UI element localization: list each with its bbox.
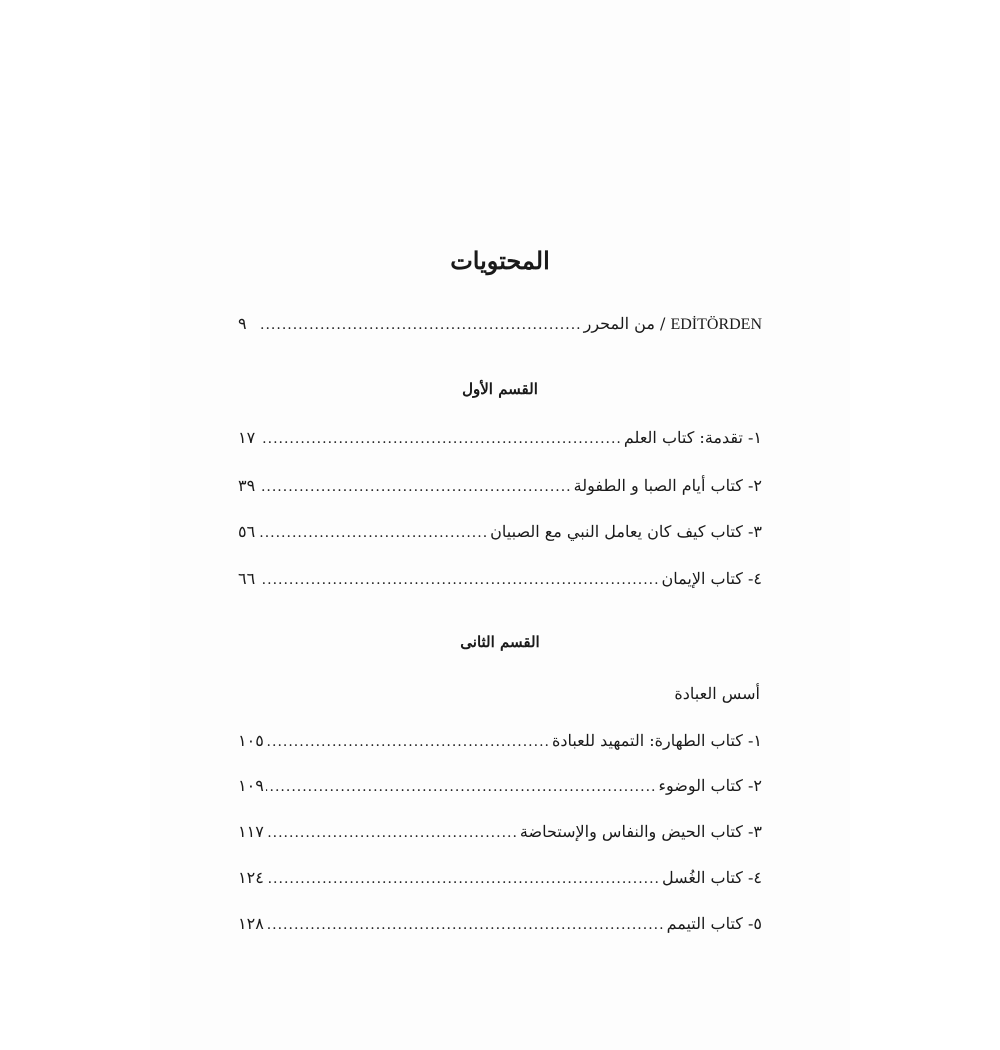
toc-entry-label: ١- تقدمة: كتاب العلم — [623, 428, 762, 447]
section-subheading: أسس العبادة — [674, 684, 760, 703]
toc-entry-page: ١٢٨ — [238, 914, 264, 933]
toc-entry — [238, 476, 762, 502]
toc-entry — [238, 822, 762, 848]
toc-entry-label: ٣- كتاب كيف كان يعامل النبي مع الصبيان — [490, 522, 762, 541]
toc-entry-label-latin: EDİTÖRDEN — [670, 316, 762, 333]
toc-entry-label: ٢- كتاب الوضوء — [658, 776, 762, 795]
toc-entry — [238, 868, 762, 894]
toc-entry-page: ٦٦ — [238, 569, 256, 588]
toc-leader-dots — [266, 779, 657, 795]
toc-leader-dots — [260, 317, 582, 333]
toc-title: المحتويات — [450, 246, 550, 275]
toc-entry-page: ٩ — [238, 314, 247, 333]
section-heading-1: القسم الأول — [462, 380, 538, 398]
toc-leader-dots — [260, 525, 488, 541]
toc-entry — [238, 914, 762, 940]
toc-entry-label: ٣- كتاب الحيض والنفاس والإستحاضة — [519, 822, 762, 841]
toc-entry-label: ٤- كتاب الغُسل — [662, 868, 762, 887]
toc-leader-dots — [260, 431, 622, 447]
toc-entry-page: ٣٩ — [238, 476, 256, 495]
toc-entry-label: ٢- كتاب أيام الصبا و الطفولة — [573, 476, 762, 495]
toc-entry-label — [584, 314, 762, 334]
toc-leader-dots — [266, 734, 550, 750]
toc-entry — [238, 731, 762, 757]
toc-leader-dots — [260, 479, 572, 495]
toc-entry-page: ١١٧ — [238, 822, 264, 841]
toc-entry-label-arabic: من المحرر — [583, 314, 655, 333]
toc-entry-label: ٤- كتاب الإيمان — [661, 569, 762, 588]
toc-leader-dots — [260, 572, 660, 588]
toc-leader-dots — [266, 825, 518, 841]
toc-entry-page: ١٢٤ — [238, 868, 264, 887]
toc-leader-dots — [266, 871, 660, 887]
toc-entry — [238, 569, 762, 595]
toc-entry — [238, 428, 762, 454]
toc-entry-page: ٥٦ — [238, 522, 256, 541]
section-heading-2: القسم الثانى — [460, 633, 540, 651]
toc-entry-label: ١- كتاب الطهارة: التمهيد للعبادة — [551, 731, 762, 750]
toc-entry-label-separator: / — [654, 314, 671, 333]
toc-leader-dots — [266, 917, 665, 933]
toc-entry — [238, 522, 762, 548]
toc-entry — [238, 776, 762, 802]
toc-entry-page: ١٠٩ — [238, 776, 264, 795]
toc-entry-page: ١٠٥ — [238, 731, 264, 750]
toc-entry-label: ٥- كتاب التيمم — [666, 914, 762, 933]
toc-entry-intro — [238, 314, 762, 340]
toc-entry-page: ١٧ — [238, 428, 256, 447]
